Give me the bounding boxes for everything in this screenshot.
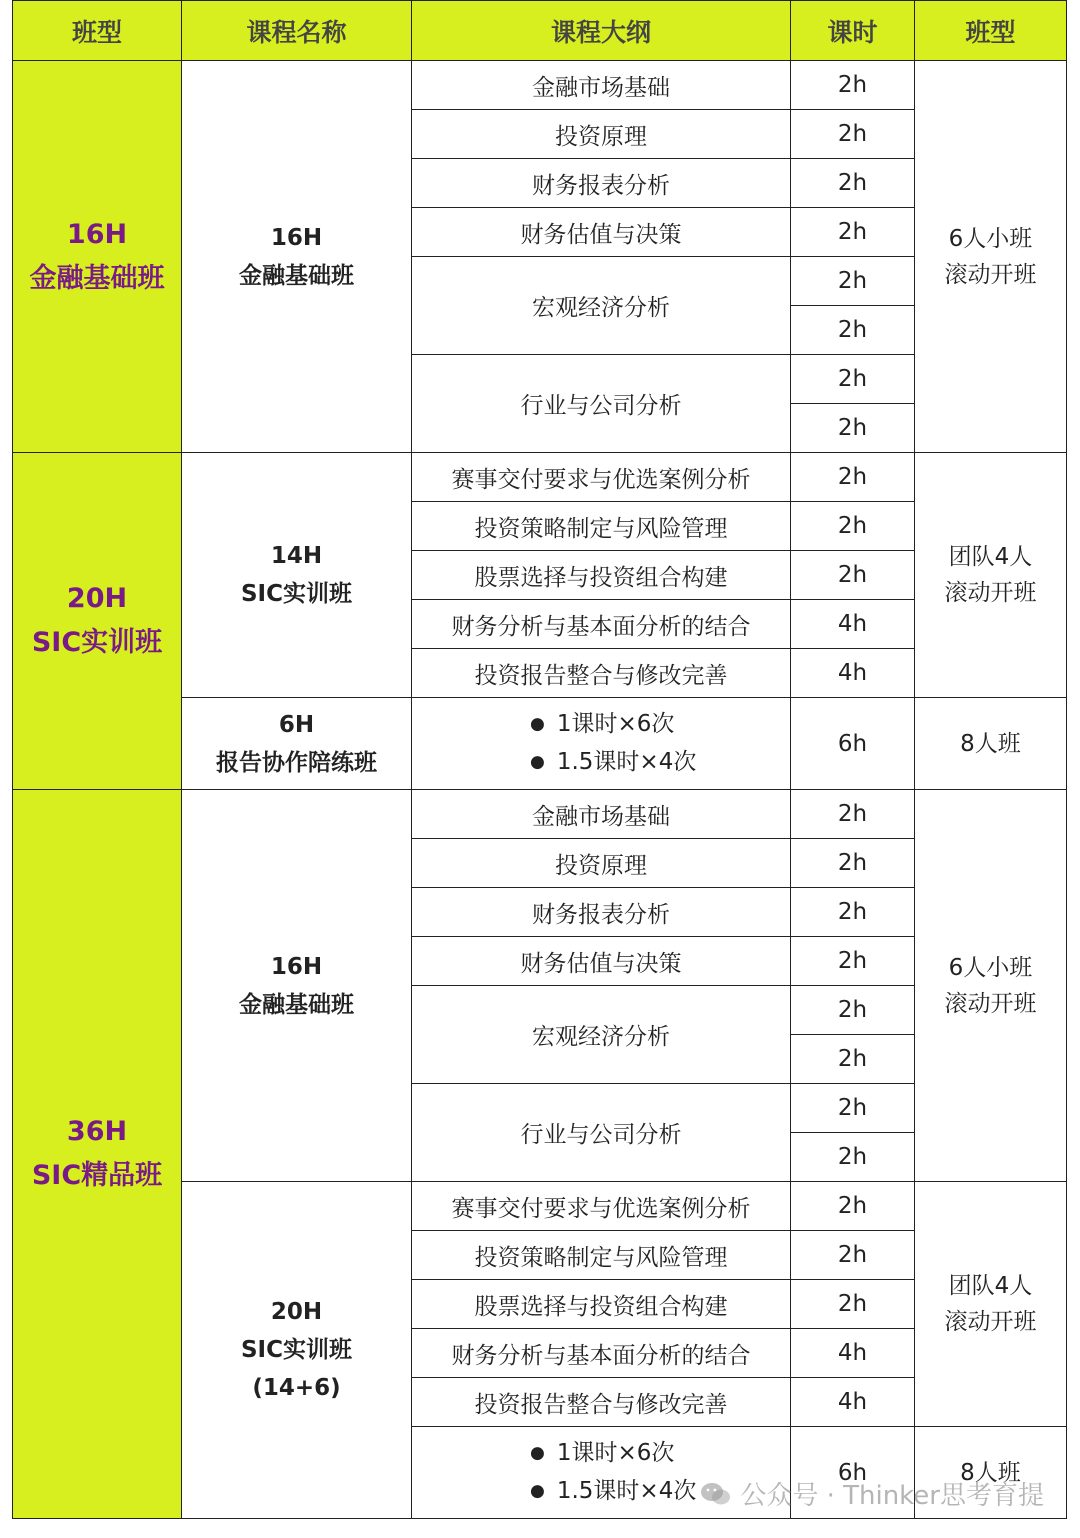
band-hours: 16H [66,218,128,250]
syllabus-item: 股票选择与投资组合构建 [412,1280,791,1329]
class-size-cell: 8人班 [915,1427,1067,1519]
course-16h-foundation [182,790,412,1182]
header-row [13,1,1067,61]
class-size-cell [915,453,1067,698]
class-schedule: 滚动开班 [944,261,1037,288]
hours-cell: 2h [791,110,915,159]
header-syllabus: 课程大纲 [412,1,791,61]
course-table-wrap [12,0,1066,1519]
syllabus-item: 财务分析与基本面分析的结合 [412,1329,791,1378]
hours-cell: 2h [791,61,915,110]
syllabus-item: 财务估值与决策 [412,208,791,257]
band-title: 金融基础班 [29,262,165,294]
header-hours: 课时 [791,1,915,61]
bullet-item: ● 1.5课时×4次 [412,744,790,782]
syllabus-item: 投资策略制定与风险管理 [412,1231,791,1280]
syllabus-item: 投资原理 [412,110,791,159]
hours-cell: 2h [791,986,915,1035]
course-hours: 6H [278,711,315,738]
syllabus-item: 赛事交付要求与优选案例分析 [412,453,791,502]
hours-cell: 2h [791,1133,915,1182]
syllabus-item: 金融市场基础 [412,790,791,839]
course-table [12,0,1067,1519]
class-schedule: 滚动开班 [944,580,1037,606]
band-title: SIC精品班 [31,1160,163,1191]
course-title: SIC实训班 [240,1337,352,1363]
hours-cell: 4h [791,600,915,649]
course-title: 金融基础班 [239,991,354,1018]
syllabus-item: 投资原理 [412,839,791,888]
bullet-item: ● 1课时×6次 [412,1435,790,1473]
syllabus-item: 股票选择与投资组合构建 [412,551,791,600]
band-20h [13,453,182,790]
hours-cell: 2h [791,1231,915,1280]
class-size-cell [915,61,1067,453]
band-36h [13,790,182,1519]
syllabus-item: 财务报表分析 [412,159,791,208]
hours-cell: 2h [791,1182,915,1231]
band-hours: 20H [66,583,128,614]
hours-cell: 2h [791,888,915,937]
syllabus-item: 行业与公司分析 [412,355,791,453]
syllabus-item: 投资策略制定与风险管理 [412,502,791,551]
hours-cell: 2h [791,839,915,888]
hours-cell: 4h [791,649,915,698]
hours-cell: 2h [791,1280,915,1329]
hours-cell: 2h [791,159,915,208]
watermark [700,1475,1044,1512]
hours-cell: 2h [791,257,915,306]
hours-cell: 2h [791,306,915,355]
hours-cell: 6h [791,1427,915,1519]
syllabus-item: 赛事交付要求与优选案例分析 [412,1182,791,1231]
syllabus-item: 财务报表分析 [412,888,791,937]
hours-cell: 2h [791,790,915,839]
hours-cell: 2h [791,551,915,600]
course-hours: 14H [270,543,323,569]
hours-cell: 2h [791,937,915,986]
syllabus-item: 财务分析与基本面分析的结合 [412,600,791,649]
table-row [13,453,1067,502]
band-hours: 36H [66,1116,128,1147]
hours-cell: 6h [791,698,915,790]
hours-cell: 2h [791,453,915,502]
course-hours: 16H [270,953,323,980]
syllabus-item: 投资报告整合与修改完善 [412,1378,791,1427]
hours-cell: 2h [791,1035,915,1084]
class-size-cell [915,790,1067,1182]
course-title: 报告协作陪练班 [216,749,377,776]
class-size-cell: 8人班 [915,698,1067,790]
wechat-icon [700,1481,732,1507]
hours-cell: 2h [791,502,915,551]
class-size-cell [915,1182,1067,1427]
header-course-name: 课程名称 [182,1,412,61]
syllabus-item: 财务估值与决策 [412,937,791,986]
hours-cell: 2h [791,1084,915,1133]
table-row [13,61,1067,110]
class-size: 团队4人 [948,544,1033,570]
syllabus-item: 金融市场基础 [412,61,791,110]
watermark-text: 公众号 · Thinker思考育提 [740,1481,1044,1511]
header-class-type: 班型 [13,1,182,61]
course-14h-sic [182,453,412,698]
course-16h-foundation [182,61,412,453]
band-16h [13,61,182,453]
hours-cell: 2h [791,404,915,453]
course-hours: 20H [270,1299,323,1325]
table-row [13,790,1067,839]
hours-cell: 2h [791,208,915,257]
class-size: 团队4人 [948,1273,1033,1299]
bullet-item: ● 1课时×6次 [412,706,790,744]
class-size: 6人小班 [948,954,1033,981]
syllabus-item: 宏观经济分析 [412,257,791,355]
course-6h-practice [182,698,412,790]
class-schedule: 滚动开班 [944,990,1037,1017]
hours-cell: 2h [791,355,915,404]
hours-cell: 4h [791,1378,915,1427]
hours-cell: 4h [791,1329,915,1378]
band-title: SIC实训班 [31,627,163,658]
course-hours: 16H [270,224,323,251]
syllabus-item: 投资报告整合与修改完善 [412,649,791,698]
syllabus-bullets [412,698,791,790]
course-title: 金融基础班 [239,262,354,289]
class-size: 6人小班 [948,225,1033,252]
course-20h-sic [182,1182,412,1519]
course-title: SIC实训班 [240,581,352,607]
course-breakdown: (14+6) [252,1375,341,1401]
syllabus-item: 行业与公司分析 [412,1084,791,1182]
header-class-size: 班型 [915,1,1067,61]
class-schedule: 滚动开班 [944,1309,1037,1335]
bullet-item: ● 1.5课时×4次 [412,1473,790,1511]
syllabus-item: 宏观经济分析 [412,986,791,1084]
